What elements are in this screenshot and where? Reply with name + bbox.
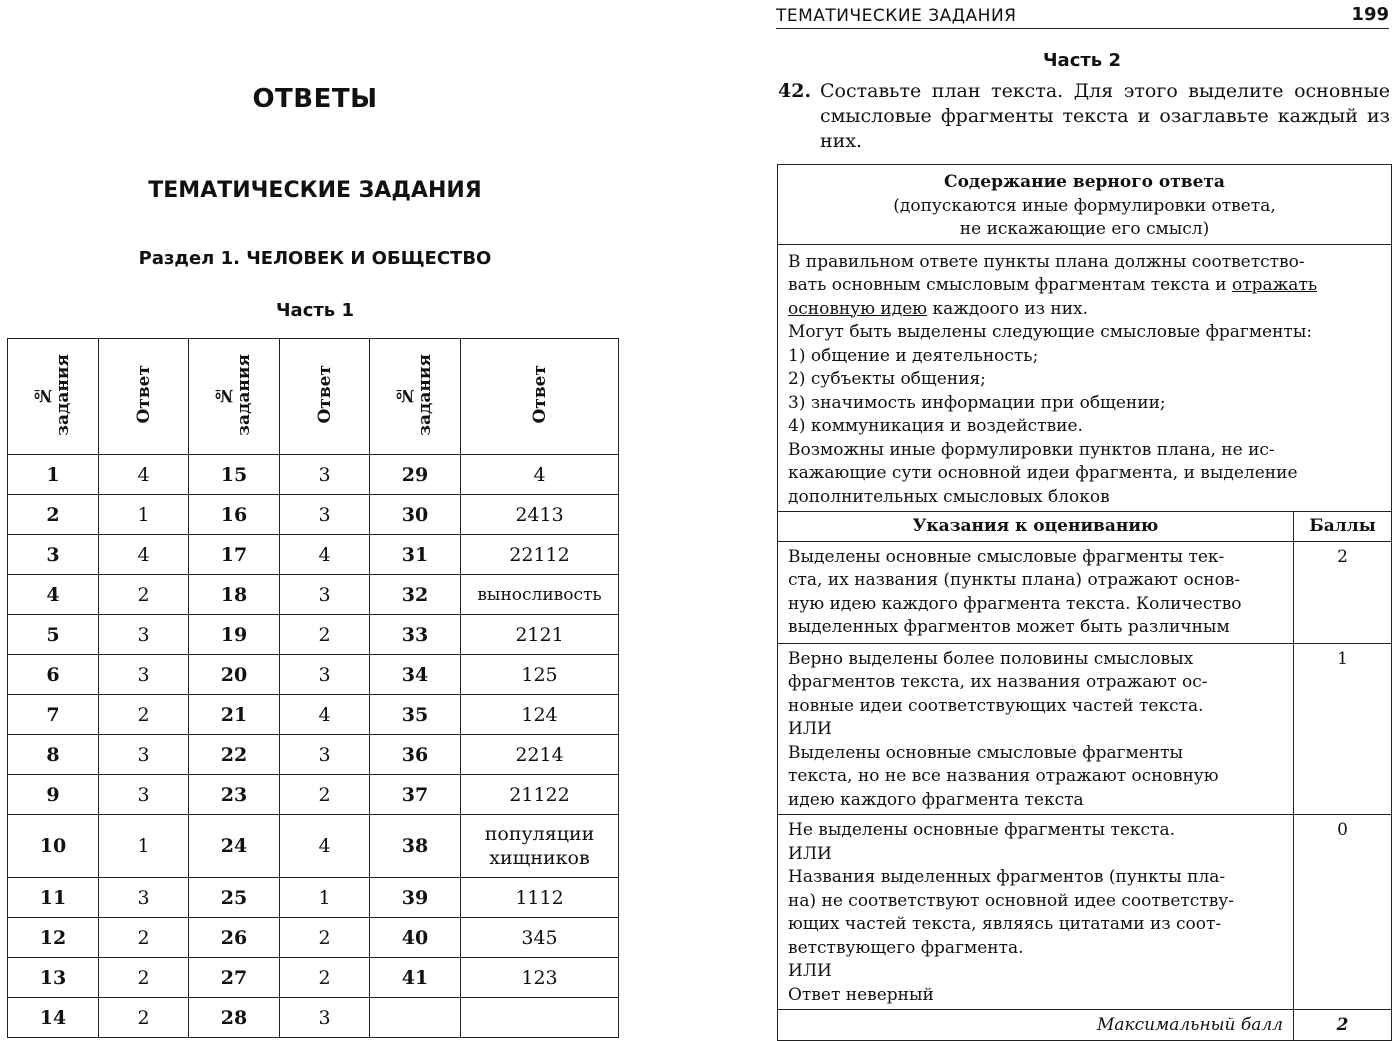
task-number-cell: 1 bbox=[8, 455, 99, 495]
right-page bbox=[770, 0, 1394, 1040]
table-row bbox=[8, 655, 619, 695]
left-page bbox=[0, 0, 630, 1040]
answer-cell: 4 bbox=[280, 535, 370, 575]
task-number-cell: 40 bbox=[370, 918, 461, 958]
correct-answer-heading: Содержание верного ответа (допускаются иные формулировки ответа, не искажающие его смысл) bbox=[778, 165, 1392, 245]
grading-table bbox=[777, 164, 1392, 1041]
answer-cell: 1112 bbox=[461, 878, 619, 918]
task-number-cell: 32 bbox=[370, 575, 461, 615]
task-number-cell: 5 bbox=[8, 615, 99, 655]
task-number-cell: 35 bbox=[370, 695, 461, 735]
part-heading: Часть 2 bbox=[1043, 50, 1121, 71]
task-number-cell bbox=[370, 998, 461, 1038]
answer-cell: 3 bbox=[99, 655, 189, 695]
task-number-cell: 19 bbox=[189, 615, 280, 655]
table-row bbox=[8, 615, 619, 655]
table-row bbox=[8, 878, 619, 918]
answer-cell: 3 bbox=[280, 495, 370, 535]
answer-cell: 345 bbox=[461, 918, 619, 958]
task-number-cell: 18 bbox=[189, 575, 280, 615]
task-number-cell: 7 bbox=[8, 695, 99, 735]
task-number-cell: 21 bbox=[189, 695, 280, 735]
task-number-cell: 29 bbox=[370, 455, 461, 495]
criterion-text: Выделены основные смысловые фрагменты тек- ста, их названия (пункты плана) отражают основ- ную идею каждого фрагмента текста. Количество выделенных фрагментов может быть различным bbox=[778, 541, 1294, 643]
answer-cell: 3 bbox=[99, 735, 189, 775]
answer-cell: 4 bbox=[461, 455, 619, 495]
task-number-cell: 14 bbox=[8, 998, 99, 1038]
task-number-cell: 28 bbox=[189, 998, 280, 1038]
task-number-cell: 27 bbox=[189, 958, 280, 998]
task-number-cell: 17 bbox=[189, 535, 280, 575]
answer-cell: 124 bbox=[461, 695, 619, 735]
answer-cell: 22112 bbox=[461, 535, 619, 575]
task-number-cell: 13 bbox=[8, 958, 99, 998]
criterion-points: 0 bbox=[1294, 815, 1392, 1010]
table-row bbox=[8, 695, 619, 735]
answer-cell: 3 bbox=[99, 615, 189, 655]
answer-cell bbox=[461, 998, 619, 1038]
task-number-cell: 30 bbox=[370, 495, 461, 535]
answer-cell: 2 bbox=[280, 958, 370, 998]
answer-cell: 3 bbox=[280, 735, 370, 775]
answer-cell: 2 bbox=[99, 918, 189, 958]
answer-cell: 2 bbox=[99, 575, 189, 615]
answer-cell: 4 bbox=[280, 815, 370, 878]
task-42 bbox=[778, 79, 1390, 154]
header-task-number: № задания bbox=[189, 339, 280, 455]
subtitle: ТЕМАТИЧЕСКИЕ ЗАДАНИЯ bbox=[148, 178, 482, 203]
part-heading: Часть 1 bbox=[276, 300, 354, 321]
answer-cell: 123 bbox=[461, 958, 619, 998]
task-number-cell: 39 bbox=[370, 878, 461, 918]
answer-cell: 2413 bbox=[461, 495, 619, 535]
criterion-points: 2 bbox=[1294, 541, 1392, 643]
answer-cell: 21122 bbox=[461, 775, 619, 815]
points-header: Баллы bbox=[1294, 512, 1392, 542]
answer-cell: 3 bbox=[280, 655, 370, 695]
section-heading: Раздел 1. ЧЕЛОВЕК И ОБЩЕСТВО bbox=[138, 248, 492, 269]
answer-cell: 4 bbox=[99, 535, 189, 575]
task-number-cell: 16 bbox=[189, 495, 280, 535]
answer-cell: 4 bbox=[99, 455, 189, 495]
task-number-cell: 25 bbox=[189, 878, 280, 918]
criterion-row bbox=[778, 643, 1392, 815]
answer-cell: 3 bbox=[280, 575, 370, 615]
header-answer: Ответ bbox=[99, 339, 189, 455]
answers-table bbox=[7, 338, 619, 1038]
task-number-cell: 24 bbox=[189, 815, 280, 878]
max-score-value: 2 bbox=[1294, 1010, 1392, 1041]
criterion-row bbox=[778, 815, 1392, 1010]
task-number-cell: 22 bbox=[189, 735, 280, 775]
answer-cell: 3 bbox=[99, 775, 189, 815]
answer-cell: 2 bbox=[280, 615, 370, 655]
task-number-cell: 38 bbox=[370, 815, 461, 878]
answer-cell: 2214 bbox=[461, 735, 619, 775]
table-row bbox=[8, 455, 619, 495]
task-number-cell: 33 bbox=[370, 615, 461, 655]
criterion-text: Верно выделены более половины смысловых фрагментов текста, их названия отражают ос- новные идеи соответствующих частей текста. ИЛИ Выделены основные смысловые фрагменты текста, но не все названия отражают основную идею каждого фрагмента текста bbox=[778, 643, 1294, 815]
page-title: ОТВЕТЫ bbox=[252, 84, 378, 114]
criterion-points: 1 bbox=[1294, 643, 1392, 815]
table-row bbox=[8, 918, 619, 958]
table-row bbox=[8, 775, 619, 815]
task-number-cell: 2 bbox=[8, 495, 99, 535]
criteria-header: Указания к оцениванию bbox=[778, 512, 1294, 542]
header-task-number: № задания bbox=[8, 339, 99, 455]
answer-cell: 2121 bbox=[461, 615, 619, 655]
answer-cell: 2 bbox=[280, 918, 370, 958]
header-answer: Ответ bbox=[461, 339, 619, 455]
task-number-cell: 11 bbox=[8, 878, 99, 918]
answer-cell: 3 bbox=[99, 878, 189, 918]
task-number-cell: 34 bbox=[370, 655, 461, 695]
task-number-cell: 6 bbox=[8, 655, 99, 695]
page-number: 199 bbox=[1351, 4, 1389, 25]
answer-cell: выносливость bbox=[461, 575, 619, 615]
task-number-cell: 26 bbox=[189, 918, 280, 958]
task-number-cell: 31 bbox=[370, 535, 461, 575]
table-row bbox=[8, 575, 619, 615]
answer-cell: популяции хищников bbox=[461, 815, 619, 878]
task-number-cell: 37 bbox=[370, 775, 461, 815]
table-row bbox=[8, 998, 619, 1038]
task-number-cell: 12 bbox=[8, 918, 99, 958]
criterion-row bbox=[778, 541, 1392, 643]
table-row bbox=[8, 735, 619, 775]
answers-table-header bbox=[8, 339, 619, 455]
running-title: ТЕМАТИЧЕСКИЕ ЗАДАНИЯ bbox=[776, 6, 1017, 26]
correct-answer-content: В правильном ответе пункты плана должны соответство- вать основным смысловым фрагментам текста и отражать основную идею каждоого из них. Могут быть выделены следующие смысловые фрагменты: 1) общение и деятельность; 2) субъекты общения; 3) значимость информации при общении; 4) коммуникация и воздействие. Возможны иные формулировки пунктов плана, не ис- кажающие сути основной идеи фрагмента, и выделение дополнительных смысловых блоков bbox=[778, 244, 1392, 512]
underlined-phrase: отражать основную идею bbox=[788, 275, 1318, 319]
answer-cell: 2 bbox=[99, 998, 189, 1038]
running-header bbox=[776, 4, 1389, 29]
table-row bbox=[8, 495, 619, 535]
header-task-number: № задания bbox=[370, 339, 461, 455]
task-number-cell: 10 bbox=[8, 815, 99, 878]
task-text: Составьте план текста. Для этого выделите основные смысловые фрагменты текста и озаглавьте каждый из них. bbox=[820, 80, 1390, 152]
max-score-label: Максимальный балл bbox=[778, 1010, 1294, 1041]
task-number-cell: 20 bbox=[189, 655, 280, 695]
criterion-text: Не выделены основные фрагменты текста. ИЛИ Названия выделенных фрагментов (пункты пла- на) не соответствуют основной идее соответству- ющих частей текста, являясь цитатами из соот- ветствующего фрагмента. ИЛИ Ответ неверный bbox=[778, 815, 1294, 1010]
table-row bbox=[8, 535, 619, 575]
answer-cell: 1 bbox=[280, 878, 370, 918]
answer-cell: 1 bbox=[99, 495, 189, 535]
task-number-cell: 4 bbox=[8, 575, 99, 615]
answer-cell: 3 bbox=[280, 998, 370, 1038]
answer-cell: 1 bbox=[99, 815, 189, 878]
task-number-cell: 9 bbox=[8, 775, 99, 815]
answer-cell: 4 bbox=[280, 695, 370, 735]
answer-cell: 125 bbox=[461, 655, 619, 695]
task-number-cell: 41 bbox=[370, 958, 461, 998]
task-number-cell: 3 bbox=[8, 535, 99, 575]
task-number-cell: 15 bbox=[189, 455, 280, 495]
task-number-cell: 23 bbox=[189, 775, 280, 815]
answer-cell: 2 bbox=[280, 775, 370, 815]
answer-cell: 2 bbox=[99, 695, 189, 735]
task-number-cell: 8 bbox=[8, 735, 99, 775]
answer-cell: 3 bbox=[280, 455, 370, 495]
table-row bbox=[8, 958, 619, 998]
answer-cell: 2 bbox=[99, 958, 189, 998]
table-row bbox=[8, 815, 619, 878]
task-number: 42. bbox=[778, 80, 812, 102]
header-answer: Ответ bbox=[280, 339, 370, 455]
task-number-cell: 36 bbox=[370, 735, 461, 775]
